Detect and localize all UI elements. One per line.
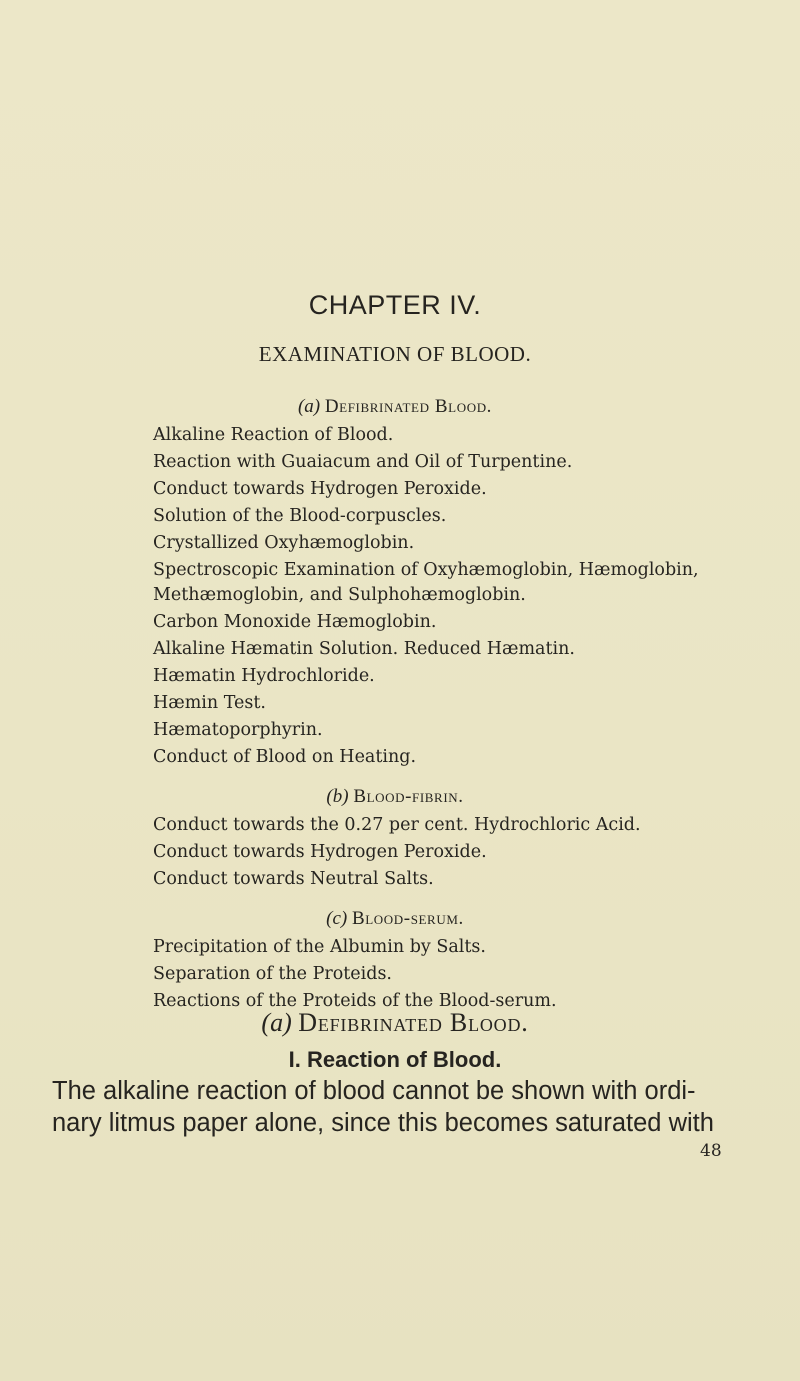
item-text: Conduct towards Hydrogen Peroxide. — [153, 479, 487, 499]
paragraph-line: nary litmus paper alone, since this becomes saturated with — [52, 1109, 714, 1137]
item-text: Reactions of the Proteids of the Blood-serum. — [153, 991, 557, 1011]
item-text: Precipitation of the Albumin by Salts. — [153, 937, 486, 957]
item-text: Conduct towards Hydrogen Peroxide. — [153, 842, 487, 862]
subsection-title: Blood-fibrin. — [353, 786, 464, 807]
item-text: Spectroscopic Examination of Oxyhæmoglobin, Hæmoglobin, — [153, 560, 699, 580]
body-section-heading — [0, 1008, 790, 1038]
item-text: Conduct towards Neutral Salts. — [153, 869, 434, 889]
item-text: Hæmin Test. — [153, 693, 266, 713]
subsection-title: Defibrinated Blood. — [324, 396, 493, 417]
subsection-title: Blood-serum. — [351, 908, 464, 929]
paragraph-line: The alkaline reaction of blood cannot be shown with ordi- — [52, 1077, 696, 1105]
item-text: Hæmatin Hydrochloride. — [153, 666, 375, 686]
item-text: Conduct of Blood on Heating. — [153, 747, 417, 767]
body-section-title: Defibrinated Blood. — [298, 1008, 529, 1037]
subsection-heading-a — [0, 396, 790, 418]
chapter-heading: CHAPTER IV. — [308, 290, 482, 320]
item-text: Carbon Monoxide Hæmoglobin. — [153, 612, 437, 632]
item-text: Alkaline Hæmatin Solution. Reduced Hæmatin. — [153, 639, 575, 659]
item-text-continuation: Methæmoglobin, and Sulphohæmoglobin. — [153, 585, 526, 605]
item-text: Hæmatoporphyrin. — [153, 720, 323, 740]
item-text: Solution of the Blood-corpuscles. — [153, 506, 447, 526]
item-text: Crystallized Oxyhæmoglobin. — [153, 533, 415, 553]
subsection-label: (a) — [297, 396, 321, 417]
item-text: Conduct towards the 0.27 per cent. Hydrochloric Acid. — [153, 815, 641, 835]
item-text: Separation of the Proteids. — [153, 964, 392, 984]
subsection-label: (c) — [326, 908, 348, 929]
body-section-label: (a) — [261, 1008, 292, 1037]
subsection-heading-b — [0, 786, 790, 808]
subsection-heading-c — [0, 908, 790, 930]
body-subheading: I. Reaction of Blood. — [288, 1047, 502, 1072]
item-text: Alkaline Reaction of Blood. — [153, 425, 394, 445]
section-title: EXAMINATION OF BLOOD. — [258, 342, 532, 366]
page-number: 48 — [700, 1141, 722, 1161]
item-text: Reaction with Guaiacum and Oil of Turpentine. — [153, 452, 573, 472]
subsection-label: (b) — [326, 786, 349, 807]
